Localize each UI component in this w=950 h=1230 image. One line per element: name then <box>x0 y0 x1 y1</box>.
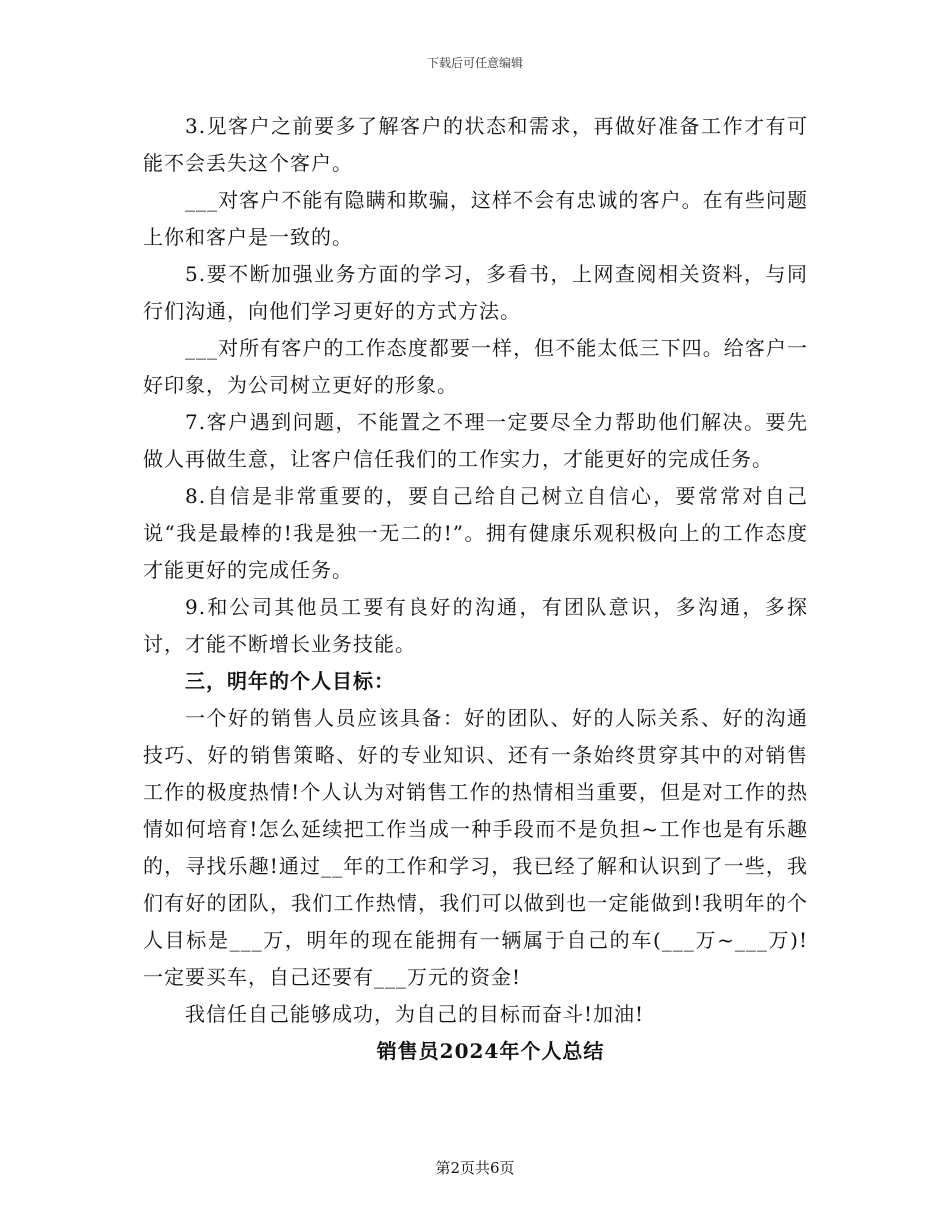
paragraph-item-9: 9.和公司其他员工要有良好的沟通，有团队意识，多沟通，多探讨，才能不断增长业务技能。 <box>143 595 808 656</box>
paragraph-item-8: 8.自信是非常重要的，要自己给自己树立自信心，要常常对自己说“我是最棒的!我是独一无二的!”。拥有健康乐观积极向上的工作态度才能更好的完成任务。 <box>143 484 808 582</box>
paragraph-item-3: 3.见客户之前要多了解客户的状态和需求，再做好准备工作才有可能不会丢失这个客户。 <box>143 114 808 175</box>
paragraph-item-7: 7.客户遇到问题，不能置之不理一定要尽全力帮助他们解决。要先做人再做生意，让客户信任我们的工作实力，才能更好的完成任务。 <box>143 410 808 471</box>
closing-paragraph: 我信任自己能够成功，为自己的目标而奋斗!加油! <box>185 1002 645 1026</box>
page-footer: 第2页共6页 <box>435 1159 515 1177</box>
next-document-title: 销售员2024年个人总结 <box>376 1039 605 1063</box>
section-heading: 三，明年的个人目标： <box>185 669 395 693</box>
goal-paragraph: 一个好的销售人员应该具备：好的团队、好的人际关系、好的沟通技巧、好的销售策略、好的专业知识、还有一条始终贯穿其中的对销售工作的极度热情!个人认为对销售工作的热情相当重要，但是对工作的热情如何培育!怎么延续把工作当成一种手段而不是负担~工作也是有乐趣的，寻找乐趣!通过__年的工作和学习，我已经了解和认识到了一些，我们有好的团队，我们工作热情，我们可以做到也一定能做到!我明年的个人目标是___万，明年的现在能拥有一辆属于自己的车(___万~___万)!一定要买车，自己还要有___万元的资金! <box>143 706 808 989</box>
paragraph-item-4: ___对客户不能有隐瞒和欺骗，这样不会有忠诚的客户。在有些问题上你和客户是一致的。 <box>143 188 808 249</box>
paragraph-item-6: ___对所有客户的工作态度都要一样，但不能太低三下四。给客户一好印象，为公司树立更好的形象。 <box>143 336 808 397</box>
page-header: 下载后可任意编辑 <box>426 56 523 70</box>
document-body <box>143 108 808 1070</box>
paragraph-item-5: 5.要不断加强业务方面的学习，多看书，上网查阅相关资料，与同行们沟通，向他们学习更好的方式方法。 <box>143 262 808 323</box>
